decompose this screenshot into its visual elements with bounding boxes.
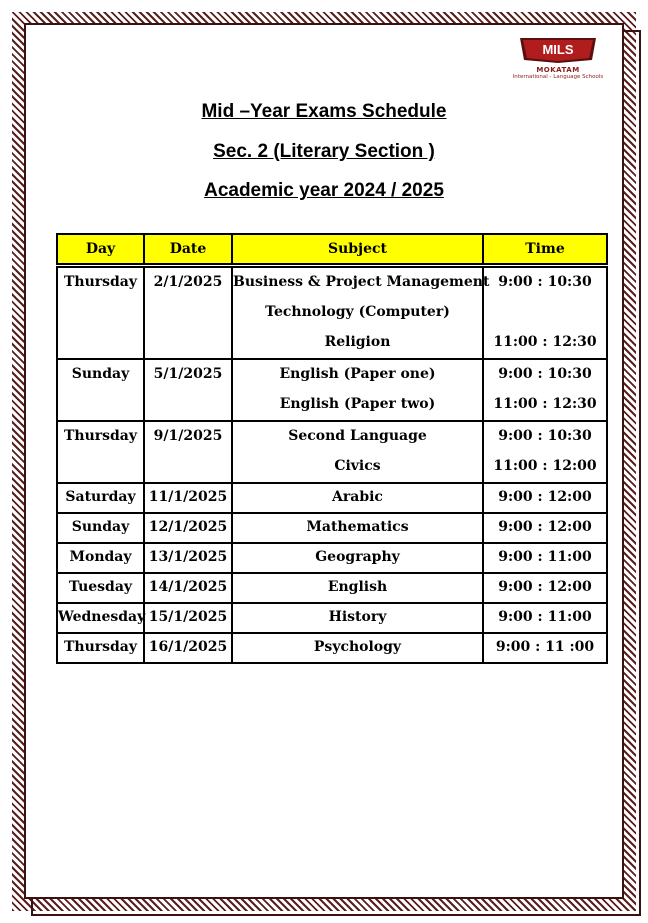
row-date: 13/1/2025	[148, 549, 228, 565]
row-subject: Psychology	[313, 639, 402, 655]
row-subject: Geography	[315, 549, 400, 565]
logo-badge-text: MILS	[542, 42, 574, 57]
school-logo	[500, 32, 616, 84]
row-time: 11:00 : 12:30	[493, 396, 597, 412]
table-row	[57, 633, 607, 663]
logo-tagline: International - Language Schools	[512, 74, 604, 80]
academic-year: Academic year 2024 / 2025	[204, 180, 444, 201]
row-day: Saturday	[65, 489, 136, 505]
row-time: 9:00 : 12:00	[498, 519, 592, 535]
row-time: 9:00 : 10:30	[498, 366, 592, 382]
row-day: Sunday	[71, 519, 130, 535]
row-subject: Religion	[324, 334, 391, 350]
row-day: Tuesday	[68, 579, 133, 595]
table-row	[57, 483, 607, 513]
row-subject: Arabic	[332, 489, 383, 505]
row-time: 9:00 : 10:30	[498, 428, 592, 444]
row-subject: Mathematics	[306, 519, 409, 535]
row-subject: Business & Project Management	[233, 274, 490, 290]
row-date: 2/1/2025	[153, 274, 223, 290]
row-time: 9:00 : 11 :00	[495, 639, 595, 655]
row-time: 9:00 : 12:00	[498, 489, 592, 505]
row-time: 11:00 : 12:30	[493, 334, 597, 350]
column-header-subject: Subject	[232, 234, 483, 264]
row-subject: Civics	[334, 458, 381, 474]
logo-name: MOKATAM	[536, 66, 580, 74]
row-time	[484, 298, 606, 328]
exam-schedule-table	[56, 233, 608, 664]
row-time: 9:00 : 11:00	[498, 609, 592, 625]
row-time: 9:00 : 12:00	[498, 579, 592, 595]
table-row	[57, 267, 607, 359]
row-time: 11:00 : 12:00	[493, 458, 597, 474]
table-row	[57, 603, 607, 633]
row-day: Thursday	[63, 428, 138, 444]
table-header-row	[57, 234, 607, 264]
row-time: 9:00 : 11:00	[498, 549, 592, 565]
row-subject: Second Language	[288, 428, 427, 444]
row-subject: English	[327, 579, 388, 595]
column-header-day: Day	[57, 234, 144, 264]
row-date: 11/1/2025	[148, 489, 228, 505]
column-header-time: Time	[483, 234, 607, 264]
row-date: 9/1/2025	[153, 428, 223, 444]
row-day: Thursday	[63, 274, 138, 290]
row-date: 12/1/2025	[148, 519, 228, 535]
table-row	[57, 543, 607, 573]
mils-badge-icon	[518, 34, 598, 64]
table-row	[57, 421, 607, 483]
section-title: Sec. 2 (Literary Section )	[213, 141, 435, 162]
row-subject: English (Paper one)	[279, 366, 436, 382]
row-time: 9:00 : 10:30	[498, 274, 592, 290]
row-date: 16/1/2025	[148, 639, 228, 655]
page-title: Mid –Year Exams Schedule	[201, 101, 447, 122]
row-day: Sunday	[71, 366, 130, 382]
row-date: 5/1/2025	[153, 366, 223, 382]
row-day: Wednesday	[58, 609, 146, 625]
column-header-date: Date	[144, 234, 232, 264]
table-row	[57, 573, 607, 603]
row-subject: Technology (Computer)	[265, 304, 450, 320]
row-date: 15/1/2025	[148, 609, 228, 625]
row-subject: History	[328, 609, 387, 625]
row-subject: English (Paper two)	[279, 396, 436, 412]
row-day: Thursday	[63, 639, 138, 655]
table-row	[57, 359, 607, 421]
table-row	[57, 513, 607, 543]
row-day: Monday	[69, 549, 132, 565]
row-date: 14/1/2025	[148, 579, 228, 595]
